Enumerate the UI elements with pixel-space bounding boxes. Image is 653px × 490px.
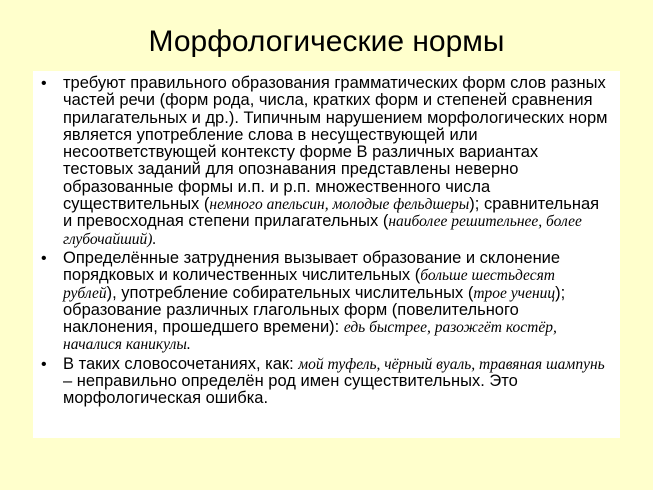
bullet-text: – неправильно определён род имен существительных. Это морфологическая ошибка. (63, 372, 518, 408)
bullet-text: Определённые затруднения вызывает образование и склонение порядковых и количественных числительных ( (63, 248, 561, 285)
bullet-dot-icon: • (41, 355, 47, 373)
bullet-text: требуют правильного образования грамматических форм слов разных частей речи (форм рода, числа, кратких форм и степеней сравнения прилагательных и др.). Типичным нарушением морфологических норм является употребление слова в несуществующей или несоответствующей контексту форме В различных вариантах тестовых заданий для опознавания представлены неверно образованные формы и.п. и р.п. множественного числа существительных ( (63, 74, 608, 214)
bullet-dot-icon: • (41, 249, 47, 267)
bullet-text: ); сравнительная и превосходная степени прилагательных ( (63, 195, 600, 231)
bullet-example: немного апельсин, молодые фельдшеры (209, 196, 470, 214)
bullet-text: ); образование различных глагольных форм (повелительного наклонения, прошедшего времени): (63, 283, 566, 337)
bullet-example: мой туфель, чёрный вуаль, травяная шампунь (298, 355, 605, 373)
slide-title: Морфологические нормы (148, 25, 505, 58)
bullet-example: трое учениц (473, 284, 556, 302)
bullet-text: В таких словосочетаниях, как: (63, 354, 299, 373)
bullet-example: наиболее решительнее, более глубочайший). (63, 213, 582, 248)
bullet-item-2 (41, 250, 612, 354)
bullet-example: больше шестьдесят рублей (63, 267, 555, 302)
content-box (33, 71, 620, 438)
bullet-item-3 (41, 356, 612, 408)
bullet-example: едь быстрее, разожгёт костёр, началися каникулы. (63, 319, 557, 354)
bullet-text: ), употребление собирательных числительных ( (106, 283, 474, 302)
bullet-item-1 (41, 75, 612, 248)
bullet-dot-icon: • (41, 75, 47, 92)
